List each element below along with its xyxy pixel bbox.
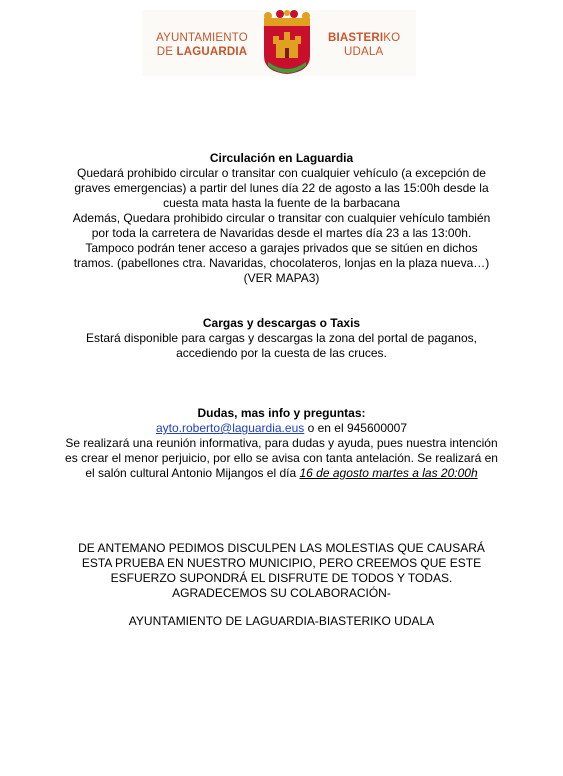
body-line: cuesta mata hasta la fuente de la barbacana xyxy=(163,196,400,210)
section-cargas xyxy=(30,316,533,361)
body-line: el salón cultural Antonio Mijangos el día 16 de agosto martes a las 20:00h xyxy=(85,466,478,480)
closing-line: ESFUERZO SUPONDRÁ EL DISFRUTE DE TODOS Y TODAS. xyxy=(110,571,453,585)
brand-left-text xyxy=(146,31,258,59)
contact-line xyxy=(30,421,533,436)
email-link[interactable]: ayto.roberto@laguardia.eus xyxy=(155,421,305,435)
municipal-header-logo xyxy=(142,10,416,76)
brand-right-line1: BIASTERIKO xyxy=(328,32,401,44)
body-line: accediendo por la cuesta de las cruces. xyxy=(176,346,387,360)
section-circulacion xyxy=(30,151,533,286)
signature: AYUNTAMIENTO DE LAGUARDIA-BIASTERIKO UDALA xyxy=(128,614,435,628)
body-line: Además, Quedara prohibido circular o transitar con cualquier vehículo también xyxy=(72,211,491,225)
body-line: Estará disponible para cargas y descargas la zona del portal de paganos, xyxy=(86,331,477,345)
phone-text: o en el 945600007 xyxy=(304,421,408,435)
body-line: Tampoco podrán tener acceso a garajes privados que se sitúen en dichos xyxy=(85,241,478,255)
section-title: Circulación en Laguardia xyxy=(209,151,354,165)
closing-line: ESTA PRUEBA EN NUESTRO MUNICIPIO, PERO CREEMOS QUE ESTE xyxy=(81,556,482,570)
brand-right-line2: UDALA xyxy=(344,46,384,58)
closing-line: DE ANTEMANO PEDIMOS DISCULPEN LAS MOLESTIAS QUE CAUSARÁ xyxy=(78,541,485,555)
body-line: tramos. (pabellones ctra. Navaridas, chocolateros, lonjas en la plaza nueva…) xyxy=(73,256,490,270)
body-line: Quedará prohibido circular o transitar con cualquier vehículo (a excepción de xyxy=(77,166,486,180)
brand-left-line2: DE LAGUARDIA xyxy=(156,46,248,58)
signature-block xyxy=(30,614,533,629)
brand-right-text xyxy=(328,31,412,59)
brand-left-line1: AYUNTAMIENTO xyxy=(156,32,248,44)
body-line: es crear el menor perjuicio, por ello se avisa con tanta antelación. Se realizará en xyxy=(65,451,498,465)
section-dudas xyxy=(30,406,533,481)
body-line: por toda la carretera de Navaridas desde el martes día 23 a las 13:00h. xyxy=(91,226,472,240)
closing-line: AGRADECEMOS SU COLABORACIÓN- xyxy=(172,586,391,600)
section-title: Dudas, mas info y preguntas: xyxy=(197,406,366,420)
body-line: Se realizará una reunión informativa, para dudas y ayuda, pues nuestra intención xyxy=(65,436,498,450)
section-title: Cargas y descargas o Taxis xyxy=(202,316,361,330)
coat-of-arms-icon xyxy=(256,10,318,76)
meeting-date: 16 de agosto martes a las 20:00h xyxy=(299,466,478,480)
body-line: (VER MAPA3) xyxy=(243,271,320,285)
closing-message xyxy=(30,541,533,601)
body-line: graves emergencias) a partir del lunes día 22 de agosto a las 15:00h desde la xyxy=(74,181,489,195)
